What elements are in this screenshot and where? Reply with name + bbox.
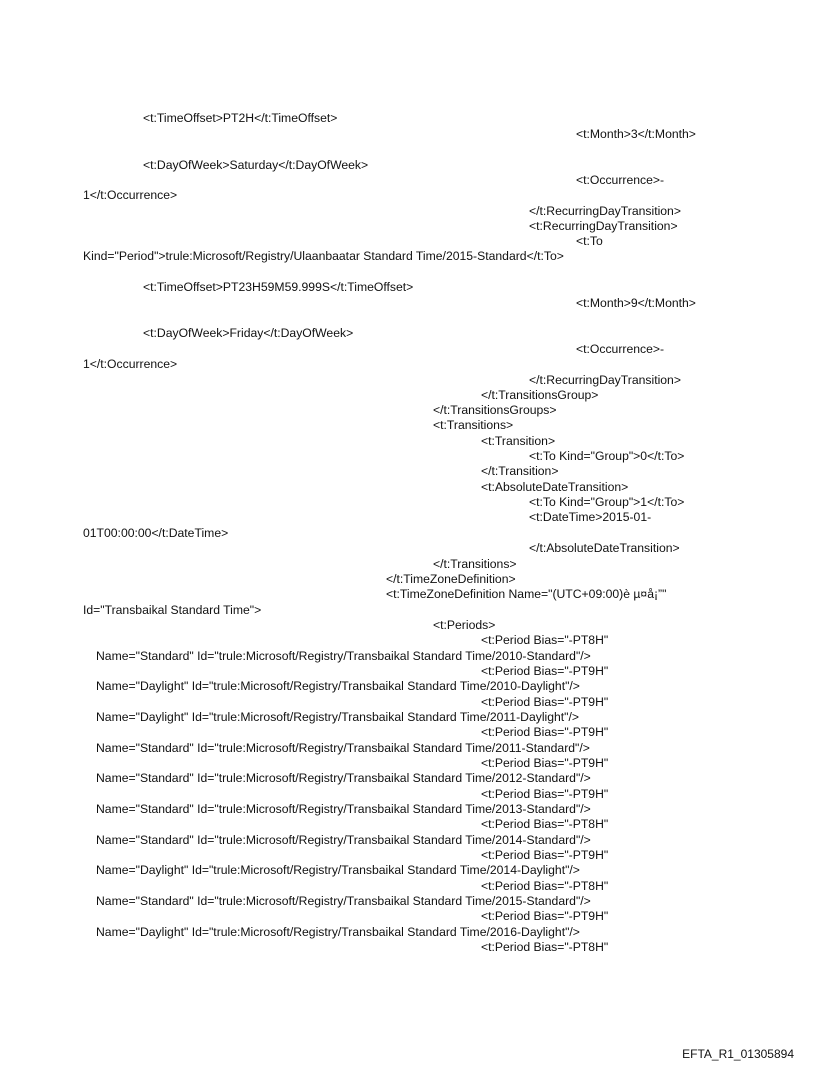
xml-line: <t:DayOfWeek>Friday</t:DayOfWeek> [143, 326, 354, 340]
xml-line: </t:TransitionsGroups> [433, 403, 557, 417]
xml-line: <t:Transition> [481, 434, 556, 448]
xml-line: <t:Period Bias="-PT9H" [481, 756, 609, 770]
xml-line: <t:DayOfWeek>Saturday</t:DayOfWeek> [143, 158, 369, 172]
xml-line: <t:Period Bias="-PT9H" [481, 664, 609, 678]
xml-line: Name="Standard" Id="trule:Microsoft/Registry/Transbaikal Standard Time/2012-Standard"/> [96, 771, 591, 785]
xml-line: </t:TimeZoneDefinition> [386, 572, 516, 586]
xml-line: Kind="Period">trule:Microsoft/Registry/Ulaanbaatar Standard Time/2015-Standard</t:To> [83, 249, 564, 263]
xml-line: <t:Period Bias="-PT8H" [481, 879, 609, 893]
xml-line: 1</t:Occurrence> [83, 357, 178, 371]
xml-line: <t:Period Bias="-PT9H" [481, 848, 609, 862]
xml-line: Name="Standard" Id="trule:Microsoft/Registry/Transbaikal Standard Time/2014-Standard"/> [96, 833, 591, 847]
xml-line: <t:TimeZoneDefinition Name="(UTC+09:00)è µ¤å¡”" [386, 587, 667, 601]
xml-line: </t:RecurringDayTransition> [529, 373, 681, 387]
xml-line: <t:To Kind="Group">0</t:To> [529, 449, 685, 463]
xml-line: <t:TimeOffset>PT23H59M59.999S</t:TimeOffset> [143, 280, 414, 294]
xml-line: <t:To Kind="Group">1</t:To> [529, 495, 685, 509]
xml-line: 1</t:Occurrence> [83, 188, 178, 202]
xml-line: </t:Transition> [481, 464, 559, 478]
xml-line: <t:Period Bias="-PT8H" [481, 633, 609, 647]
xml-line: <t:Transitions> [433, 418, 514, 432]
xml-line: <t:To [576, 234, 603, 248]
xml-line: <t:RecurringDayTransition> [529, 219, 678, 233]
xml-line: <t:AbsoluteDateTransition> [481, 480, 629, 494]
xml-line: Name="Daylight" Id="trule:Microsoft/Registry/Transbaikal Standard Time/2011-Daylight"/> [96, 710, 580, 724]
xml-line: </t:TransitionsGroup> [481, 388, 599, 402]
xml-line: <t:Period Bias="-PT9H" [481, 787, 609, 801]
xml-line: Name="Daylight" Id="trule:Microsoft/Registry/Transbaikal Standard Time/2014-Daylight"/> [96, 863, 580, 877]
xml-line: <t:DateTime>2015-01- [529, 510, 652, 524]
xml-line: Id="Transbaikal Standard Time"> [83, 603, 262, 617]
xml-line: <t:Period Bias="-PT8H" [481, 940, 609, 954]
xml-line: Name="Standard" Id="trule:Microsoft/Registry/Transbaikal Standard Time/2013-Standard"/> [96, 802, 591, 816]
xml-line: <t:Occurrence>- [576, 342, 665, 356]
xml-line: Name="Standard" Id="trule:Microsoft/Registry/Transbaikal Standard Time/2015-Standard"/> [96, 894, 591, 908]
xml-line: <t:Month>9</t:Month> [576, 296, 696, 310]
xml-line: Name="Daylight" Id="trule:Microsoft/Registry/Transbaikal Standard Time/2010-Daylight"/> [96, 679, 580, 693]
xml-line: Name="Daylight" Id="trule:Microsoft/Registry/Transbaikal Standard Time/2016-Daylight"/> [96, 925, 580, 939]
xml-line: </t:Transitions> [433, 557, 517, 571]
xml-line: Name="Standard" Id="trule:Microsoft/Registry/Transbaikal Standard Time/2011-Standard"/> [96, 741, 590, 755]
xml-line: Name="Standard" Id="trule:Microsoft/Registry/Transbaikal Standard Time/2010-Standard"/> [96, 649, 591, 663]
xml-line: </t:RecurringDayTransition> [529, 204, 681, 218]
xml-line: <t:Period Bias="-PT9H" [481, 725, 609, 739]
xml-line: <t:TimeOffset>PT2H</t:TimeOffset> [143, 111, 338, 125]
xml-line: 01T00:00:00</t:DateTime> [83, 526, 229, 540]
xml-line: <t:Periods> [433, 618, 496, 632]
xml-line: <t:Month>3</t:Month> [576, 127, 696, 141]
xml-line: <t:Period Bias="-PT8H" [481, 817, 609, 831]
xml-line: <t:Period Bias="-PT9H" [481, 909, 609, 923]
xml-line: <t:Occurrence>- [576, 173, 665, 187]
xml-line: <t:Period Bias="-PT9H" [481, 695, 609, 709]
document-id-footer: EFTA_R1_01305894 [682, 1047, 794, 1061]
xml-line: </t:AbsoluteDateTransition> [529, 541, 680, 555]
